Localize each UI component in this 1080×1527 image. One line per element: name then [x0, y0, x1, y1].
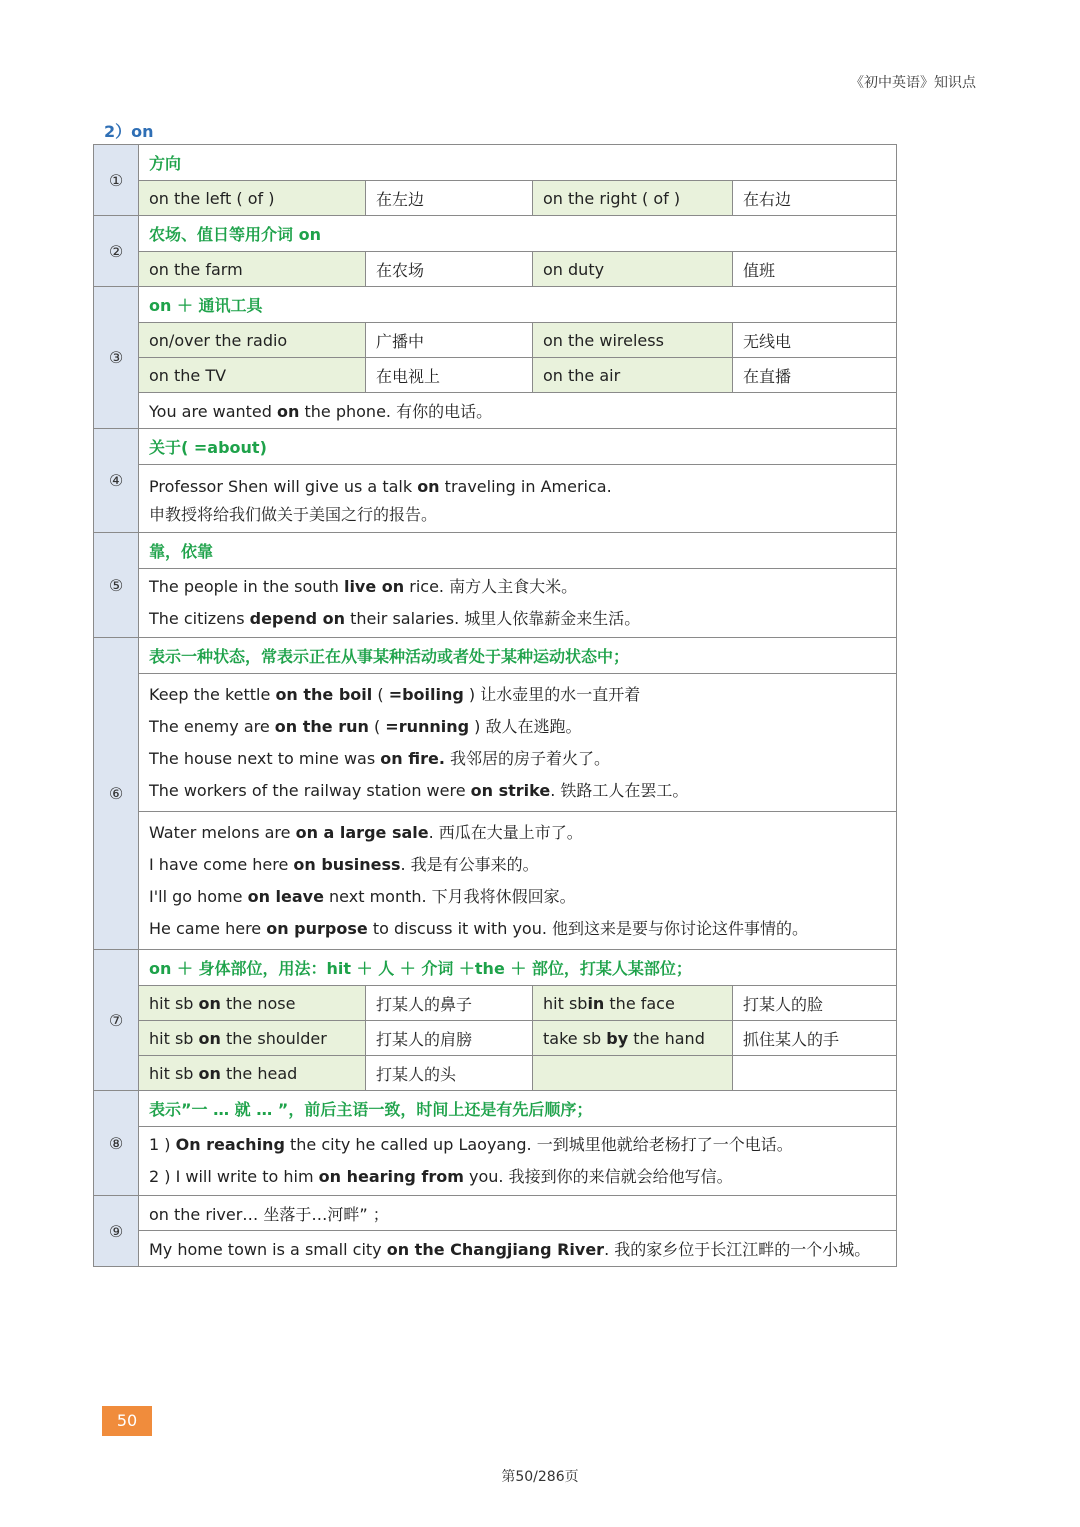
- sentence-text: (: [372, 684, 389, 704]
- sentence-keyword: depend on: [249, 609, 346, 628]
- table-row: [94, 1056, 897, 1091]
- row-number: ①: [94, 145, 139, 216]
- chinese-cell: 在右边: [733, 181, 897, 216]
- row-number: ⑥: [94, 638, 139, 950]
- sentence-text: ) 敌人在逃跑。: [469, 716, 582, 736]
- sentence-text: I'll go home: [149, 886, 248, 906]
- sentence-keyword: on a large sale: [295, 822, 429, 842]
- cell-text: the shoulder: [220, 1028, 327, 1048]
- sentence-text: My home town is a small city: [149, 1240, 387, 1259]
- cell-text: the nose: [220, 993, 296, 1013]
- english-cell: on the farm: [139, 252, 366, 287]
- table-row: [94, 1231, 897, 1267]
- english-cell: [139, 1056, 366, 1091]
- row-number: ④: [94, 429, 139, 533]
- table-row: [94, 323, 897, 358]
- table-row: [94, 465, 897, 533]
- table-row: [94, 393, 897, 429]
- english-cell: on/over the radio: [139, 323, 366, 358]
- chinese-cell: 在电视上: [366, 358, 533, 393]
- table-row: [94, 429, 897, 465]
- cell-keyword: on: [198, 993, 221, 1013]
- table-row: [94, 812, 897, 950]
- english-cell: on the wireless: [533, 323, 733, 358]
- sentence-keyword: on: [277, 402, 300, 421]
- sentence-text: (: [368, 716, 386, 736]
- row-heading: 表示”一 … 就 … ”，前后主语一致，时间上还是有先后顺序；: [139, 1091, 897, 1127]
- table-row: [94, 252, 897, 287]
- table-row: [94, 638, 897, 674]
- sentence-keyword: on: [417, 476, 440, 496]
- sentence-text: rice. 南方人主食大米。: [404, 577, 578, 596]
- chinese-cell: 抓住某人的手: [733, 1021, 897, 1056]
- english-cell: [139, 1021, 366, 1056]
- sentence-keyword: on the boil: [275, 684, 373, 704]
- sentence-text: The enemy are: [149, 716, 275, 736]
- sentence-text: Keep the kettle: [149, 684, 276, 704]
- sentence-keyword: on purpose: [266, 918, 368, 938]
- sentence-keyword: on the Changjiang River: [386, 1240, 605, 1259]
- example-sentences: [139, 812, 897, 950]
- table-row: [94, 674, 897, 812]
- row-heading: 表示一种状态，常表示正在从事某种活动或者处于某种运动状态中；: [139, 638, 897, 674]
- english-cell: [533, 986, 733, 1021]
- table-row: [94, 950, 897, 986]
- grammar-table: [93, 144, 897, 1267]
- sentence-text: He came here: [149, 918, 267, 938]
- example-sentence: [139, 1231, 897, 1267]
- row-heading: 靠，依靠: [139, 533, 897, 569]
- cell-text: the hand: [628, 1028, 705, 1048]
- chinese-cell: 打某人的头: [366, 1056, 533, 1091]
- chinese-cell: 无线电: [733, 323, 897, 358]
- sentence-keyword: on leave: [247, 886, 324, 906]
- table-row: [94, 181, 897, 216]
- table-row: [94, 1127, 897, 1196]
- row-heading: on ＋ 通讯工具: [139, 287, 897, 323]
- row-number: ⑤: [94, 533, 139, 638]
- sentence-text: the city he called up Laoyang. 一到城里他就给老杨打了一个电话。: [284, 1135, 793, 1154]
- sentence-line: [149, 743, 886, 775]
- table-row: [94, 1021, 897, 1056]
- cell-text: the head: [220, 1063, 298, 1083]
- chinese-cell: 打某人的鼻子: [366, 986, 533, 1021]
- table-row: [94, 569, 897, 638]
- chinese-cell: 在左边: [366, 181, 533, 216]
- sentence-text: The people in the south: [149, 577, 344, 596]
- sentence-line: [149, 1161, 886, 1193]
- section-title: 2）on: [104, 122, 154, 141]
- sentence-line: 申教授将给我们做关于美国之行的报告。: [149, 504, 438, 524]
- table-row: [94, 1196, 897, 1231]
- page-number-badge: 50: [102, 1406, 152, 1436]
- sentence-text: you. 我接到你的来信就会给他写信。: [463, 1167, 733, 1186]
- cell-keyword: on: [198, 1063, 221, 1083]
- sentence-line: [149, 711, 886, 743]
- example-sentences: [139, 569, 897, 638]
- sentence-line: [149, 881, 886, 913]
- row-number: ③: [94, 287, 139, 429]
- english-cell: on the left ( of ): [139, 181, 366, 216]
- cell-text: take sb: [543, 1028, 607, 1048]
- cell-text: the face: [604, 993, 675, 1013]
- sentence-keyword: on fire.: [380, 748, 445, 768]
- empty-cell: [533, 1056, 733, 1091]
- sentence-text: 1 ): [149, 1135, 176, 1154]
- row-number: ⑧: [94, 1091, 139, 1196]
- sentence-text: to discuss it with you. 他到这来是要与你讨论这件事情的。: [367, 918, 809, 938]
- sentence-line: [149, 817, 886, 849]
- chinese-cell: 打某人的肩膀: [366, 1021, 533, 1056]
- table-row: [94, 986, 897, 1021]
- row-heading: 关于( =about): [139, 429, 897, 465]
- sentence-text: Professor Shen will give us a talk: [149, 476, 418, 496]
- english-cell: on the TV: [139, 358, 366, 393]
- sentence-text: 我邻居的房子着火了。: [444, 748, 611, 768]
- sentence-line: [149, 913, 886, 945]
- sentence-text: Water melons are: [149, 822, 296, 842]
- sentence-text: You are wanted: [149, 402, 278, 421]
- cell-keyword: by: [606, 1028, 629, 1048]
- sentence-keyword: On reaching: [175, 1135, 285, 1154]
- sentence-keyword: on business: [293, 854, 401, 874]
- row-number: ⑦: [94, 950, 139, 1091]
- sentence-text: 2 ) I will write to him: [149, 1167, 319, 1186]
- sentence-text: . 西瓜在大量上市了。: [428, 822, 583, 842]
- sentence-line: [149, 603, 886, 635]
- sentence-line: [149, 775, 886, 807]
- sentence-keyword: on strike: [470, 780, 551, 800]
- sentence-line: [149, 1129, 886, 1161]
- example-sentences: [139, 1127, 897, 1196]
- cell-text: hit sb: [543, 993, 588, 1013]
- sentence-line: [149, 849, 886, 881]
- cell-text: hit sb: [149, 1028, 199, 1048]
- document-header-title: 《初中英语》知识点: [850, 75, 976, 91]
- sentence-text: . 我是有公事来的。: [400, 854, 539, 874]
- sentence-line: [149, 571, 886, 603]
- sentence-text: I have come here: [149, 854, 294, 874]
- chinese-cell: 值班: [733, 252, 897, 287]
- row-number: ②: [94, 216, 139, 287]
- example-sentence: [139, 393, 897, 429]
- sentence-text: ) 让水壶里的水一直开着: [463, 684, 641, 704]
- chinese-cell: 广播中: [366, 323, 533, 358]
- cell-text: hit sb: [149, 1063, 199, 1083]
- row-number: ⑨: [94, 1196, 139, 1267]
- sentence-text: . 铁路工人在罢工。: [550, 780, 689, 800]
- example-sentences: [139, 465, 897, 533]
- row-heading: 方向: [139, 145, 897, 181]
- sentence-keyword: live on: [343, 577, 405, 596]
- empty-cell: [733, 1056, 897, 1091]
- sentence-text: their salaries. 城里人依靠薪金来生活。: [345, 609, 641, 628]
- table-row: [94, 358, 897, 393]
- sentence-line: [149, 471, 886, 503]
- english-cell: on duty: [533, 252, 733, 287]
- table-row: [94, 216, 897, 252]
- sentence-text: . 我的家乡位于长江江畔的一个小城。: [604, 1240, 871, 1259]
- english-cell: [139, 986, 366, 1021]
- table-row: [94, 1091, 897, 1127]
- sentence-text: the phone. 有你的电话。: [299, 402, 493, 421]
- table-row: [94, 533, 897, 569]
- sentence-text: traveling in America.: [439, 476, 612, 496]
- row-heading: on ＋ 身体部位，用法：hit ＋ 人 ＋ 介词 ＋the ＋ 部位，打某人某部位；: [139, 950, 897, 986]
- sentence-text: The workers of the railway station were: [149, 780, 471, 800]
- chinese-cell: 在直播: [733, 358, 897, 393]
- cell-text: hit sb: [149, 993, 199, 1013]
- example-sentences: [139, 674, 897, 812]
- usage-line: on the river… 坐落于…河畔” ；: [139, 1196, 897, 1231]
- sentence-keyword: on hearing from: [318, 1167, 464, 1186]
- cell-keyword: on: [198, 1028, 221, 1048]
- table-row: [94, 287, 897, 323]
- sentence-text: next month. 下月我将休假回家。: [323, 886, 576, 906]
- english-cell: on the right ( of ): [533, 181, 733, 216]
- sentence-text: The house next to mine was: [149, 748, 381, 768]
- row-heading: 农场、值日等用介词 on: [139, 216, 897, 252]
- page-counter: 第50/286页: [501, 1469, 579, 1485]
- sentence-line: [149, 679, 886, 711]
- sentence-text: The citizens: [149, 609, 250, 628]
- sentence-keyword: on the run: [274, 716, 369, 736]
- english-cell: on the air: [533, 358, 733, 393]
- sentence-keyword: =boiling: [388, 684, 464, 704]
- cell-keyword: in: [587, 993, 605, 1013]
- chinese-cell: 打某人的脸: [733, 986, 897, 1021]
- chinese-cell: 在农场: [366, 252, 533, 287]
- table-row: [94, 145, 897, 181]
- sentence-keyword: =running: [385, 716, 470, 736]
- english-cell: [533, 1021, 733, 1056]
